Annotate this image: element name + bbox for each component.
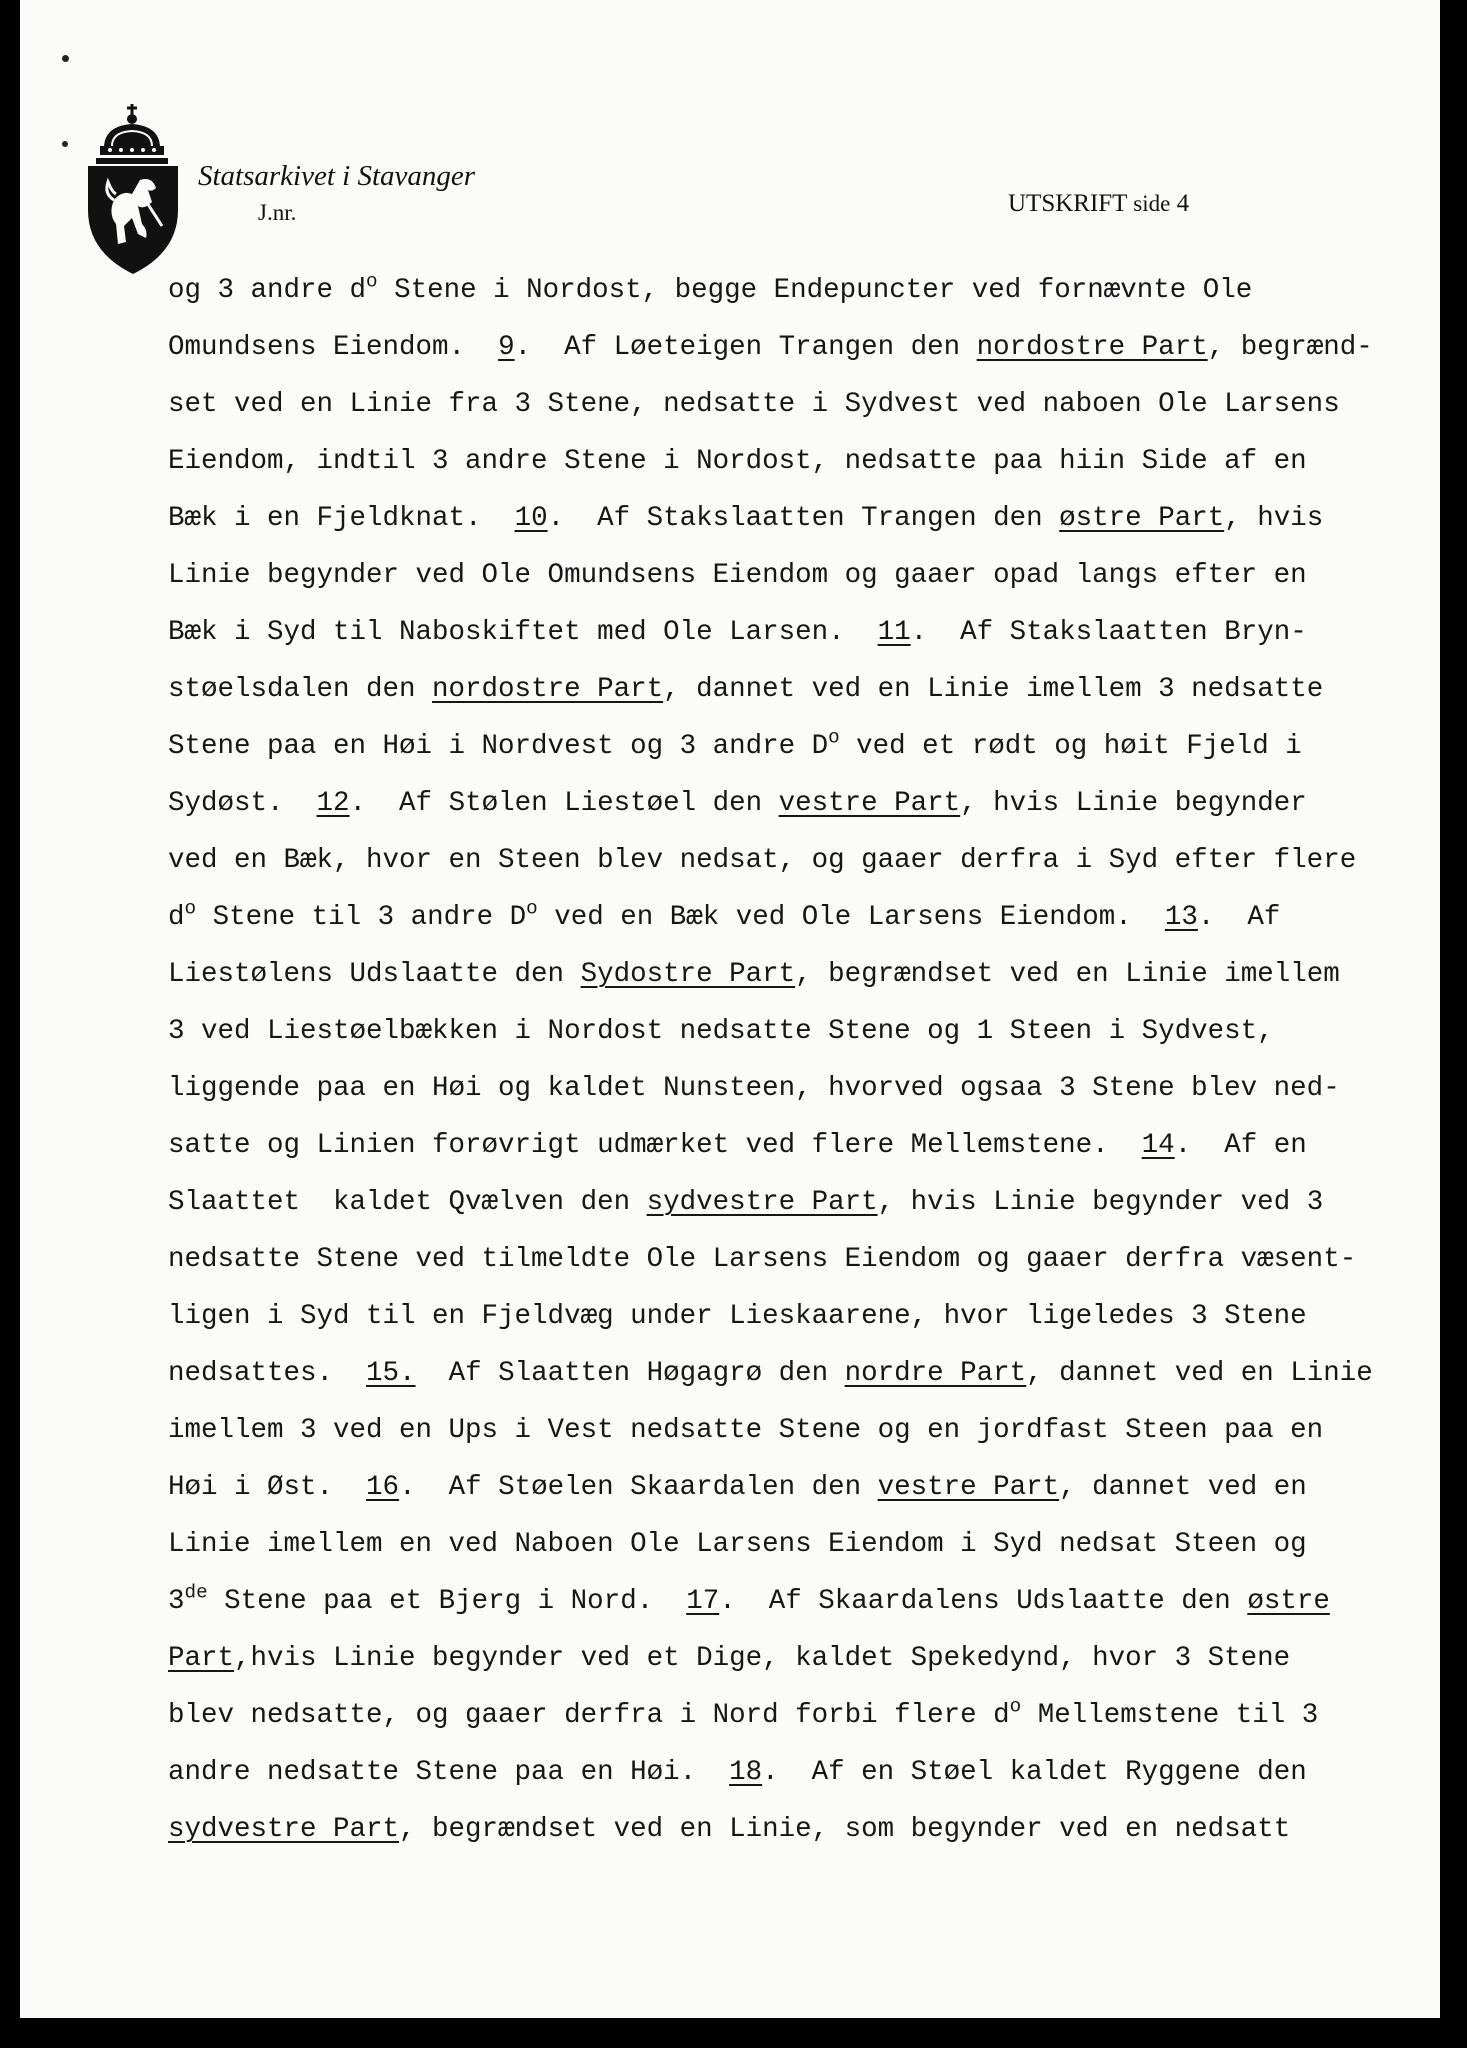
- line-text: Liestølens Udslaatte den: [168, 959, 581, 990]
- line-text: . Af: [1197, 902, 1281, 933]
- text-line: [168, 661, 1448, 718]
- text-line: [168, 1231, 1448, 1288]
- underlined-text: østre Part: [1059, 503, 1225, 534]
- line-text: ved en Bæk ved Ole Larsens Eiendom.: [537, 902, 1165, 933]
- coat-of-arms-icon: [82, 102, 187, 277]
- line-text: Høi i Øst.: [168, 1472, 367, 1503]
- line-text: ,hvis Linie begynder ved et Dige, kaldet Spekedynd, hvor 3 Stene: [234, 1643, 1291, 1674]
- archive-name: Statsarkivet i Stavanger: [198, 160, 476, 192]
- line-text: imellem 3 ved en Ups i Vest nedsatte Stene og en jordfast Steen paa en: [168, 1415, 1324, 1446]
- underlined-text: vestre Part: [778, 788, 961, 819]
- text-line: [168, 490, 1448, 547]
- text-line: [168, 1402, 1448, 1459]
- line-text: nedsatte Stene ved tilmeldte Ole Larsens Eiendom og gaaer derfra væsent-: [168, 1244, 1357, 1275]
- underlined-text: Sydostre Part: [580, 959, 796, 990]
- text-line: [168, 946, 1448, 1003]
- line-text: 3: [168, 1586, 185, 1617]
- line-text: , begrændset ved en Linie, som begynder ved en nedsatt: [399, 1814, 1291, 1845]
- line-text: , dannet ved en Linie: [1026, 1358, 1373, 1389]
- underlined-text: 13: [1164, 902, 1198, 933]
- line-text: . Af Stakslaatten Bryn-: [910, 617, 1307, 648]
- side-label: side: [1133, 191, 1171, 216]
- line-text: Omundsens Eiendom.: [168, 332, 499, 363]
- line-text: Stene paa en Høi i Nordvest og 3 andre D: [168, 731, 829, 762]
- text-line: [168, 547, 1448, 604]
- underlined-text: sydvestre Part: [646, 1187, 878, 1218]
- line-text: . Af Løeteigen Trangen den: [514, 332, 977, 363]
- underlined-text: sydvestre Part: [168, 1814, 400, 1845]
- superscript-text: de: [184, 1581, 208, 1604]
- line-text: . Af Stølen Liestøel den: [349, 788, 779, 819]
- underlined-text: 10: [514, 503, 548, 534]
- text-line: [168, 1345, 1448, 1402]
- text-line: [168, 376, 1448, 433]
- underlined-text: 11: [877, 617, 911, 648]
- underlined-text: 17: [686, 1586, 720, 1617]
- line-text: ved et rødt og høit Fjeld i: [839, 731, 1302, 762]
- text-line: [168, 1630, 1448, 1687]
- line-text: , hvis: [1224, 503, 1324, 534]
- underlined-text: nordostre Part: [432, 674, 664, 705]
- line-text: , begrænd-: [1207, 332, 1373, 363]
- line-text: 3 ved Liestøelbækken i Nordost nedsatte Stene og 1 Steen i Sydvest,: [168, 1016, 1274, 1047]
- superscript-text: o: [366, 270, 378, 293]
- text-line: [168, 1744, 1448, 1801]
- line-text: nedsattes.: [168, 1358, 367, 1389]
- page-number: 4: [1176, 190, 1190, 217]
- line-text: set ved en Linie fra 3 Stene, nedsatte i Sydvest ved naboen Ole Larsens: [168, 389, 1340, 420]
- line-text: blev nedsatte, og gaaer derfra i Nord forbi flere d: [168, 1700, 1010, 1731]
- line-text: satte og Linien forøvrigt udmærket ved flere Mellemstene.: [168, 1130, 1142, 1161]
- line-text: Slaattet kaldet Qvælven den: [168, 1187, 647, 1218]
- underlined-text: 15.: [366, 1358, 416, 1389]
- document-page: [20, 0, 1440, 2018]
- superscript-text: o: [526, 897, 538, 920]
- line-text: d: [168, 902, 185, 933]
- text-line: [168, 1060, 1448, 1117]
- line-text: Eiendom, indtil 3 andre Stene i Nordost, nedsatte paa hiin Side af en: [168, 446, 1307, 477]
- underlined-text: 18: [729, 1757, 763, 1788]
- superscript-text: o: [828, 726, 840, 749]
- line-text: , dannet ved en Linie imellem 3 nedsatte: [663, 674, 1324, 705]
- line-text: Mellemstene til 3: [1021, 1700, 1319, 1731]
- line-text: ligen i Syd til en Fjeldvæg under Lieskaarene, hvor ligeledes 3 Stene: [168, 1301, 1307, 1332]
- text-line: [168, 1516, 1448, 1573]
- text-line: [168, 1003, 1448, 1060]
- line-text: Stene paa et Bjerg i Nord.: [207, 1586, 687, 1617]
- line-text: , dannet ved en: [1059, 1472, 1307, 1503]
- line-text: liggende paa en Høi og kaldet Nunsteen, hvorved ogsaa 3 Stene blev ned-: [168, 1073, 1340, 1104]
- text-line: [168, 1801, 1448, 1858]
- text-line: [168, 889, 1448, 946]
- line-text: og 3 andre d: [168, 275, 367, 306]
- underlined-text: 9: [498, 332, 515, 363]
- line-text: Af Slaatten Høgagrø den: [415, 1358, 845, 1389]
- text-line: [168, 262, 1448, 319]
- text-line: [168, 1573, 1448, 1630]
- line-text: , hvis Linie begynder ved 3: [877, 1187, 1324, 1218]
- transcript-text: [168, 262, 1448, 1858]
- superscript-text: o: [1009, 1695, 1022, 1718]
- document-label: UTSKRIFT: [1008, 190, 1128, 217]
- text-line: [168, 1459, 1448, 1516]
- text-line: [168, 319, 1448, 376]
- line-text: ved en Bæk, hvor en Steen blev nedsat, og gaaer derfra i Syd efter flere: [168, 845, 1357, 876]
- underlined-text: vestre Part: [877, 1472, 1060, 1503]
- superscript-text: o: [184, 897, 197, 920]
- line-text: Bæk i Syd til Naboskiftet med Ole Larsen.: [168, 617, 878, 648]
- underlined-text: nordre Part: [844, 1358, 1027, 1389]
- text-line: [168, 775, 1448, 832]
- text-line: [168, 1687, 1448, 1744]
- text-line: [168, 1117, 1448, 1174]
- line-text: Bæk i en Fjeldknat.: [168, 503, 515, 534]
- line-text: Sydøst.: [168, 788, 317, 819]
- underlined-text: 14: [1141, 1130, 1175, 1161]
- text-line: [168, 832, 1448, 889]
- text-line: [168, 433, 1448, 490]
- underlined-text: østre: [1247, 1586, 1330, 1617]
- text-line: [168, 604, 1448, 661]
- speck-mark: [62, 141, 68, 147]
- text-line: [168, 718, 1448, 775]
- underlined-text: Part: [168, 1643, 235, 1674]
- underlined-text: nordostre Part: [976, 332, 1208, 363]
- line-text: Stene i Nordost, begge Endepuncter ved fornævnte Ole: [377, 275, 1253, 306]
- line-text: . Af Støelen Skaardalen den: [399, 1472, 878, 1503]
- speck-mark: [62, 55, 69, 62]
- line-text: støelsdalen den: [168, 674, 433, 705]
- line-text: , begrændset ved en Linie imellem: [795, 959, 1340, 990]
- underlined-text: 16: [366, 1472, 400, 1503]
- line-text: . Af Skaardalens Udslaatte den: [719, 1586, 1248, 1617]
- line-text: . Af en Støel kaldet Ryggene den: [762, 1757, 1307, 1788]
- line-text: . Af Stakslaatten Trangen den: [547, 503, 1060, 534]
- page-header: [1008, 190, 1189, 218]
- line-text: , hvis Linie begynder: [960, 788, 1307, 819]
- line-text: andre nedsatte Stene paa en Høi.: [168, 1757, 730, 1788]
- line-text: Stene til 3 andre D: [196, 902, 527, 933]
- line-text: Linie imellem en ved Naboen Ole Larsens Eiendom i Syd nedsat Steen og: [168, 1529, 1307, 1560]
- line-text: . Af en: [1174, 1130, 1307, 1161]
- journal-number-label: J.nr.: [258, 200, 297, 225]
- text-line: [168, 1174, 1448, 1231]
- underlined-text: 12: [316, 788, 350, 819]
- line-text: Linie begynder ved Ole Omundsens Eiendom og gaaer opad langs efter en: [168, 560, 1307, 591]
- text-line: [168, 1288, 1448, 1345]
